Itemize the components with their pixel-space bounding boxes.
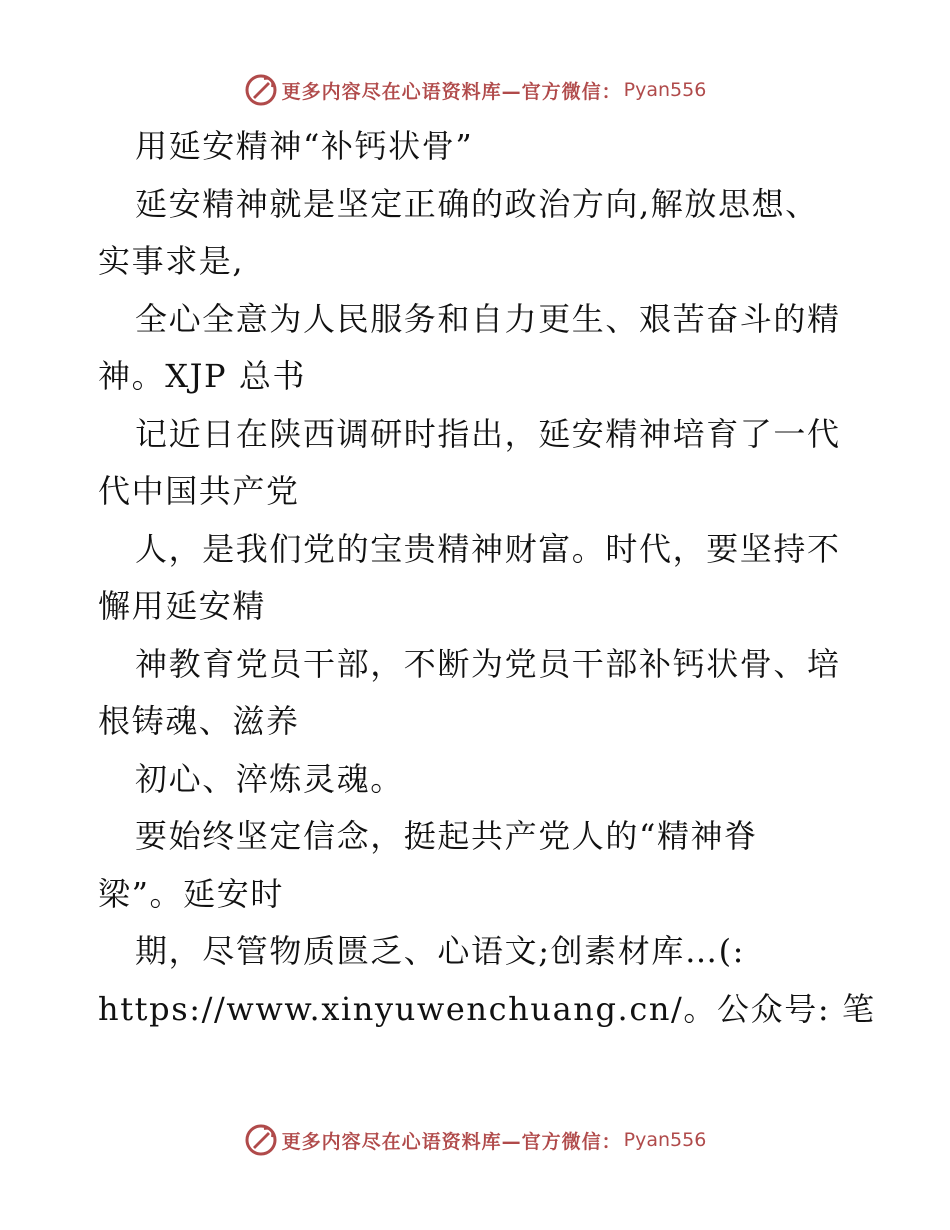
quill-logo-icon <box>244 1123 278 1157</box>
text-line: 期，尽管物质匮乏、心语文;创素材库…(: <box>135 932 746 970</box>
text-line: 梁”。延安时 <box>98 874 284 913</box>
text-line: 用延安精神“补钙状骨” <box>135 127 474 165</box>
banner-text: 更多内容尽在心语资料库—官方微信： <box>281 1130 622 1153</box>
quill-logo-icon <box>244 73 278 107</box>
banner-contact: Pyan556 <box>623 79 707 101</box>
footer-banner <box>0 1120 950 1160</box>
header-banner <box>0 70 950 110</box>
banner-text: 更多内容尽在心语资料库—官方微信： <box>281 80 622 103</box>
text-line: 记近日在陕西调研时指出，延安精神培育了一代 <box>135 414 841 453</box>
text-line: 延安精神就是坚定正确的政治方向,解放思想、 <box>135 184 819 223</box>
text-line: 实事求是, <box>98 242 245 280</box>
text-line: 神教育党员干部，不断为党员干部补钙状骨、培 <box>135 644 841 683</box>
banner-contact: Pyan556 <box>623 1129 707 1151</box>
text-line: 懈用延安精 <box>98 587 267 625</box>
text-line: 根铸魂、滋养 <box>98 702 300 740</box>
document-body <box>98 118 876 1038</box>
text-line: 要始终坚定信念，挺起共产党人的“精神脊 <box>135 817 758 855</box>
text-line: 全心全意为人民服务和自力更生、艰苦奋斗的精 <box>135 299 841 338</box>
text-line: 代中国共产党 <box>98 472 300 510</box>
text-line: 神。XJP 总书 <box>98 357 307 395</box>
text-line: https://www.xinyuwenchuang.cn/。公众号: 笔 <box>98 989 876 1028</box>
text-line: 人，是我们党的宝贵精神财富。时代，要坚持不 <box>135 529 841 568</box>
text-line: 初心、淬炼灵魂。 <box>135 759 404 798</box>
